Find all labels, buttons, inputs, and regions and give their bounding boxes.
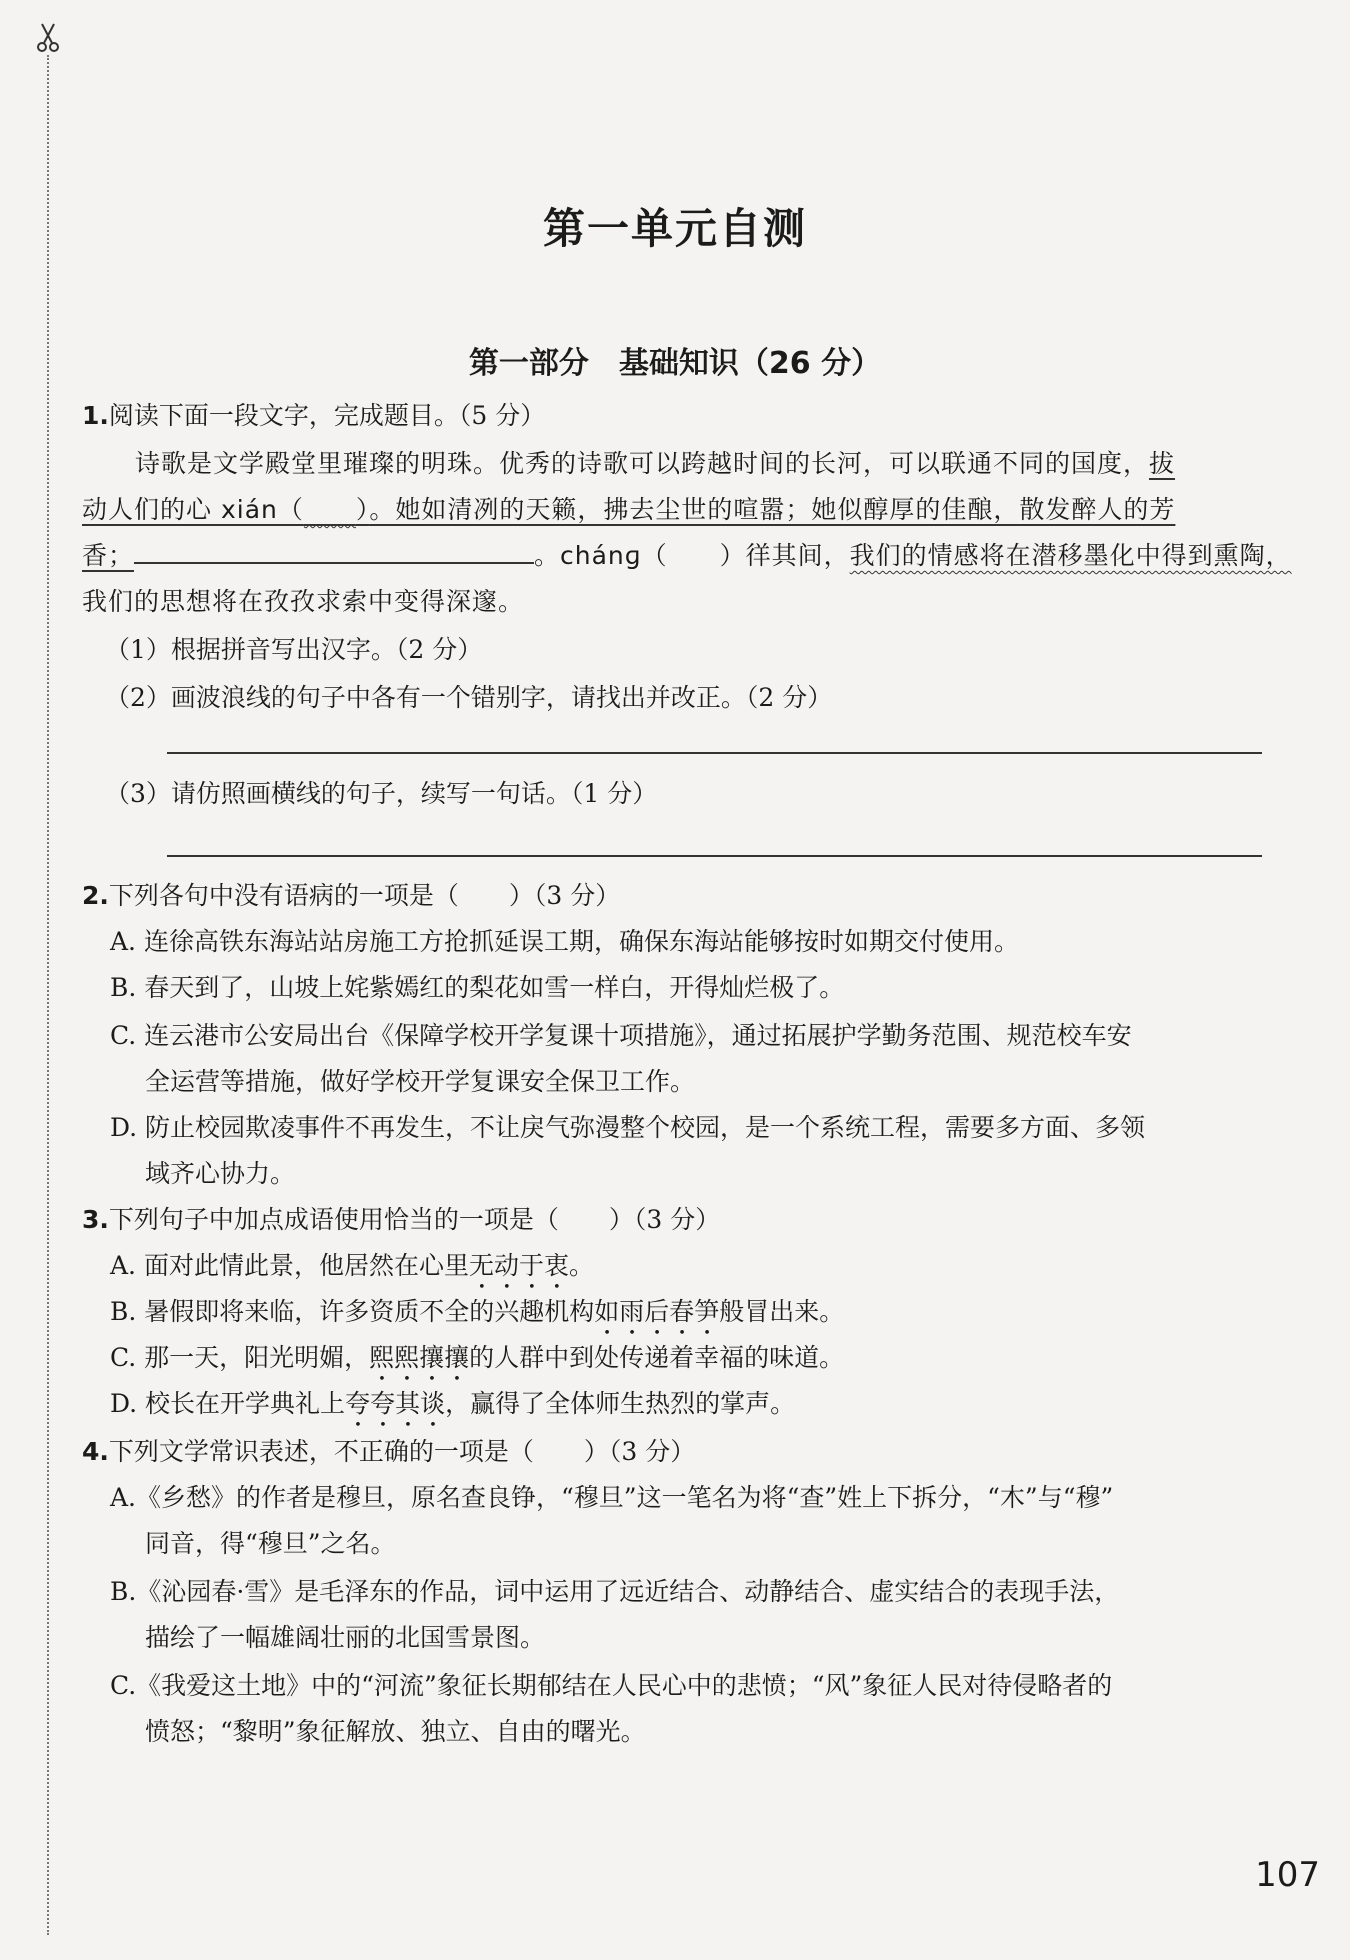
q1-passage-line-3 [82,538,1292,574]
section-title: 第一部分 基础知识（26 分） [468,346,882,381]
page-number: 107 [1255,1855,1320,1895]
page-title: 第一单元自测 [542,204,807,253]
q2-option-d-line2: 域齐心协力。 [145,1159,296,1188]
q3-stem-line [82,1202,720,1238]
passage-text: 诗歌是文学殿堂里璀璨的明珠。优秀的诗歌可以跨越时间的长河，可以联通不同的国度， [135,449,1150,478]
q1-stem: 阅读下面一段文字，完成题目。（5 分） [108,401,546,430]
q3-number: 3. [82,1205,109,1234]
q1-sub3-answer-line[interactable] [167,855,1262,857]
q2-option-a: A. 连徐高铁东海站站房施工方抢抓延误工期，确保东海站能够按时如期交付使用。 [110,927,1019,956]
q4-number: 4. [82,1437,109,1466]
passage-text: 我们的思想将在孜孜求索中变得深邃。 [82,587,525,616]
q2-option-b: B. 春天到了，山坡上姹紫嫣红的梨花如雪一样白，开得灿烂极了。 [110,973,845,1002]
q2-stem: 下列各句中没有语病的一项是（ ）（3 分） [108,881,621,910]
passage-underlined-text: 。她如清冽的天籁，拂去尘世的喧嚣；她似醇厚的佳酿，散发醉人的芳 [369,495,1176,524]
q4-option-b-line1: B.《沁园春·雪》是毛泽东的作品，词中运用了远近结合、动静结合、虚实结合的表现手法， [110,1577,1120,1606]
passage-underlined-text: 香； [82,541,135,570]
q3-option-c: C. 那一天，阳光明媚，熙熙攘攘的人群中到处传递着幸福的味道。 [110,1343,845,1372]
q3-stem: 下列句子中加点成语使用恰当的一项是（ ）（3 分） [108,1205,721,1234]
passage-underlined-text: 动人们的心 xián（ ） [82,495,370,524]
q1-stem-line [82,398,545,434]
passage-text: 。chánɡ（ ）徉其间， [534,541,850,570]
dotted-idiom: 无动于衷 [468,1251,569,1280]
dotted-idiom: 熙熙攘攘 [369,1343,470,1372]
cut-dotted-line [47,55,49,1935]
q4-stem-line [82,1434,695,1470]
imitation-answer-blank[interactable] [134,558,534,564]
q3-option-d: D. 校长在开学典礼上夸夸其谈，赢得了全体师生热烈的掌声。 [110,1389,796,1418]
q3-option-a: A. 面对此情此景，他居然在心里无动于衷。 [110,1251,594,1280]
q2-number: 2. [82,881,109,910]
q4-option-c-line1: C.《我爱这土地》中的“河流”象征长期郁结在人民心中的悲愤；“风”象征人民对待侵略者的 [110,1671,1113,1700]
q4-option-a-line1: A.《乡愁》的作者是穆旦，原名查良铮，“穆旦”这一笔名为将“查”姓上下拆分，“木”与“穆” [110,1483,1114,1512]
dotted-idiom: 如雨后春笋 [594,1297,720,1326]
q1-number: 1. [82,401,109,430]
q2-stem-line [82,878,620,914]
passage-wavy-text: 我们的情感将在潜移墨化中得到熏陶， [849,541,1292,570]
q2-option-d-line1: D. 防止校园欺凌事件不再发生，不让戾气弥漫整个校园，是一个系统工程，需要多方面、多领 [110,1113,1146,1142]
q4-option-c-line2: 愤怒；“黎明”象征解放、独立、自由的曙光。 [145,1717,646,1746]
q2-option-c-line1: C. 连云港市公安局出台《保障学校开学复课十项措施》，通过拓展护学勤务范围、规范校车安 [110,1021,1132,1050]
q1-sub3: （3）请仿照画横线的句子，续写一句话。（1 分） [105,779,658,808]
q4-option-a-line2: 同音，得“穆旦”之名。 [145,1529,396,1558]
passage-underlined-text: 拔 [1149,449,1176,478]
q1-sub1: （1）根据拼音写出汉字。（2 分） [105,635,483,664]
q1-sub2-answer-line[interactable] [167,752,1262,754]
dotted-idiom: 夸夸其谈 [345,1389,446,1418]
scissors-icon [34,22,62,54]
q1-passage-line-1 [135,446,1175,482]
q2-option-c-line2: 全运营等措施，做好学校开学复课安全保卫工作。 [145,1067,696,1096]
q1-passage-line-2 [82,492,1175,528]
q1-sub2: （2）画波浪线的句子中各有一个错别字，请找出并改正。（2 分） [105,683,833,712]
q1-passage-line-4 [82,584,524,620]
q3-option-b: B. 暑假即将来临，许多资质不全的兴趣机构如雨后春笋般冒出来。 [110,1297,845,1326]
q4-option-b-line2: 描绘了一幅雄阔壮丽的北国雪景图。 [145,1623,546,1652]
q4-stem: 下列文学常识表述，不正确的一项是（ ）（3 分） [108,1437,696,1466]
